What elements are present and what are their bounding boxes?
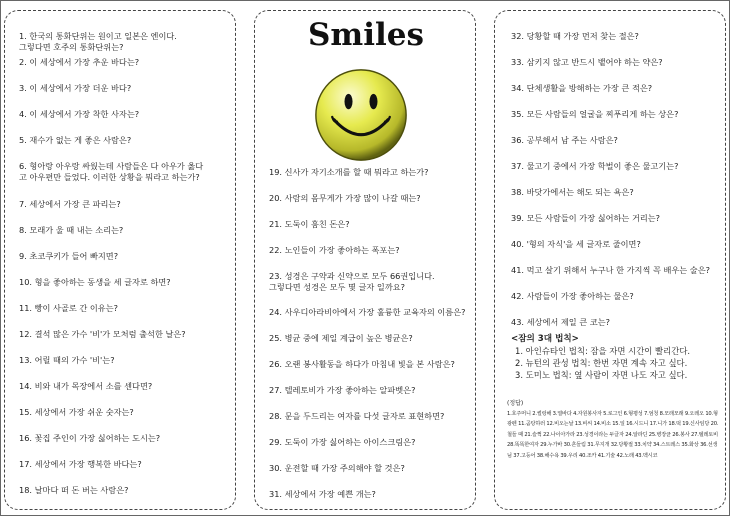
quiz-question: 1. 한국의 통화단위는 원이고 일본은 엔이다. 그렇다면 호주의 통화단위는? [19,31,177,52]
quiz-question: 32. 당황할 때 가장 먼저 찾는 절은? [511,31,639,41]
quiz-question: 9. 초코쿠키가 들어 빠지면? [19,251,119,261]
quiz-question: 30. 운전할 때 가장 주의해야 할 것은? [269,463,405,473]
quiz-question: 20. 사람의 몸무게가 가장 많이 나갈 때는? [269,193,421,203]
sleep-law-item: 3. 도미노 법칙: 옆 사람이 자면 나도 자고 싶다. [515,370,688,380]
quiz-question: 11. 빵이 사골로 간 이유는? [19,303,118,313]
quiz-question: 13. 어릴 때의 가수 '비'는? [19,355,115,365]
quiz-question: 37. 물고기 중에서 가장 학벌이 좋은 물고기는? [511,161,679,171]
answer-key-text: 1.호주머니 2.썰렁해 3.열바다 4.자원봉사자 5.로그인 6.형평성 7.엄청 8.모래모래 9.오레오 10.형광펜 11.곰탕하러 12.비오는날 13.비씨 14.비소 15.일 16.시드니 17.니가 18.떡 19.신사임당 20.철들 때 21.슬쩍 22.나이아가라 23.성경이라는 두글자 24.알라딘 25.병장균 26.봉사 27.텔레토비 28.똑똑한여자 29.누가바 30.흔들림 31.무지개 32.당황절 33.치약 34.스트레스 35.화상 36.선생님 37.고등어 38.해수욕 39.우리 40.조카 41.기술 42.노래 43.멕시코 [507,411,719,459]
quiz-question: 24. 사우디아라비아에서 가장 훌륭한 교육자의 이름은? [269,307,466,317]
quiz-question: 8. 모래가 울 때 내는 소리는? [19,225,124,235]
quiz-question: 21. 도둑이 훔친 돈은? [269,219,350,229]
quiz-question: 43. 세상에서 제일 큰 코는? [511,317,610,327]
quiz-question: 42. 사람들이 가장 좋아하는 물은? [511,291,634,301]
sleep-laws-heading: <잠의 3대 법칙> [511,334,579,344]
quiz-question: 4. 이 세상에서 가장 착한 사자는? [19,109,140,119]
sleep-law-item: 1. 아인슈타인 법칙: 잠을 자면 시간이 빨리간다. [515,346,691,356]
quiz-question: 41. 먹고 살기 위해서 누구나 한 가지씩 꼭 배우는 술은? [511,265,710,275]
quiz-question: 27. 텔레토비가 가장 좋아하는 알파벳은? [269,385,416,395]
quiz-question: 29. 도둑이 가장 싫어하는 아이스크림은? [269,437,416,447]
quiz-question: 26. 오랜 봉사활동을 하다가 마침내 빛을 본 사람은? [269,359,455,369]
quiz-question: 25. 병균 중에 제일 계급이 높은 병균은? [269,333,413,343]
quiz-question: 5. 재수가 없는 게 좋은 사람은? [19,135,132,145]
quiz-question: 38. 바닷가에서는 해도 되는 욕은? [511,187,634,197]
quiz-question: 22. 노인들이 가장 좋아하는 폭포는? [269,245,400,255]
quiz-question: 15. 세상에서 가장 쉬운 숫자는? [19,407,134,417]
quiz-question: 2. 이 세상에서 가장 추운 바다는? [19,57,140,67]
quiz-question: 3. 이 세상에서 가장 더운 바다? [19,83,132,93]
quiz-question: 14. 비와 내가 목장에서 소를 센다면? [19,381,153,391]
quiz-question: 17. 세상에서 가장 행복한 바다는? [19,459,142,469]
quiz-question: 40. '형의 자식'을 세 글자로 줄이면? [511,239,641,249]
panel-right [494,10,726,510]
quiz-question: 35. 모든 사람들의 얼굴을 찌푸리게 하는 상은? [511,109,679,119]
smiley-face-icon [313,67,409,163]
quiz-question: 16. 꽃집 주인이 가장 싫어하는 도시는? [19,433,161,443]
sleep-law-item: 2. 뉴턴의 관성 법칙: 한번 자면 계속 자고 싶다. [515,358,688,368]
quiz-question: 19. 신사가 자기소개를 할 때 뭐라고 하는가? [269,167,429,177]
quiz-question: 18. 날마다 떠 돈 버는 사람은? [19,485,129,495]
quiz-question: 39. 모든 사람들이 가장 싫어하는 거리는? [511,213,661,223]
quiz-question: 28. 문을 두드리는 여자를 다섯 글자로 표현하면? [269,411,445,421]
quiz-question: 31. 세상에서 가장 예쁜 개는? [269,489,376,499]
quiz-question: 33. 삼키지 않고 반드시 뱉어야 하는 약은? [511,57,663,67]
quiz-question: 36. 공부해서 남 주는 사람은? [511,135,618,145]
quiz-question: 6. 형아랑 아우랑 싸웠는데 사람들은 다 아우가 옳다 고 아우편만 들었다. 이러한 상황을 뭐라고 하는가? [19,161,204,182]
panel-center [254,10,476,510]
quiz-question: 7. 세상에서 가장 큰 파리는? [19,199,121,209]
quiz-question: 23. 성경은 구약과 신약으로 모두 66권입니다. 그렇다면 성경은 모두 몇 글자 일까요? [269,271,435,292]
page-title: Smiles [308,17,424,53]
quiz-question: 34. 단체생활을 방해하는 가장 큰 적은? [511,83,653,93]
quiz-question: 12. 결석 많은 가수 '비'가 모처럼 출석한 날은? [19,329,186,339]
answer-key [507,399,719,461]
sleep-laws-box [511,333,723,381]
answer-key-heading: (정답) [507,400,524,407]
quiz-question: 10. 형을 좋아하는 동생을 세 글자로 하면? [19,277,171,287]
panel-left [4,10,236,510]
